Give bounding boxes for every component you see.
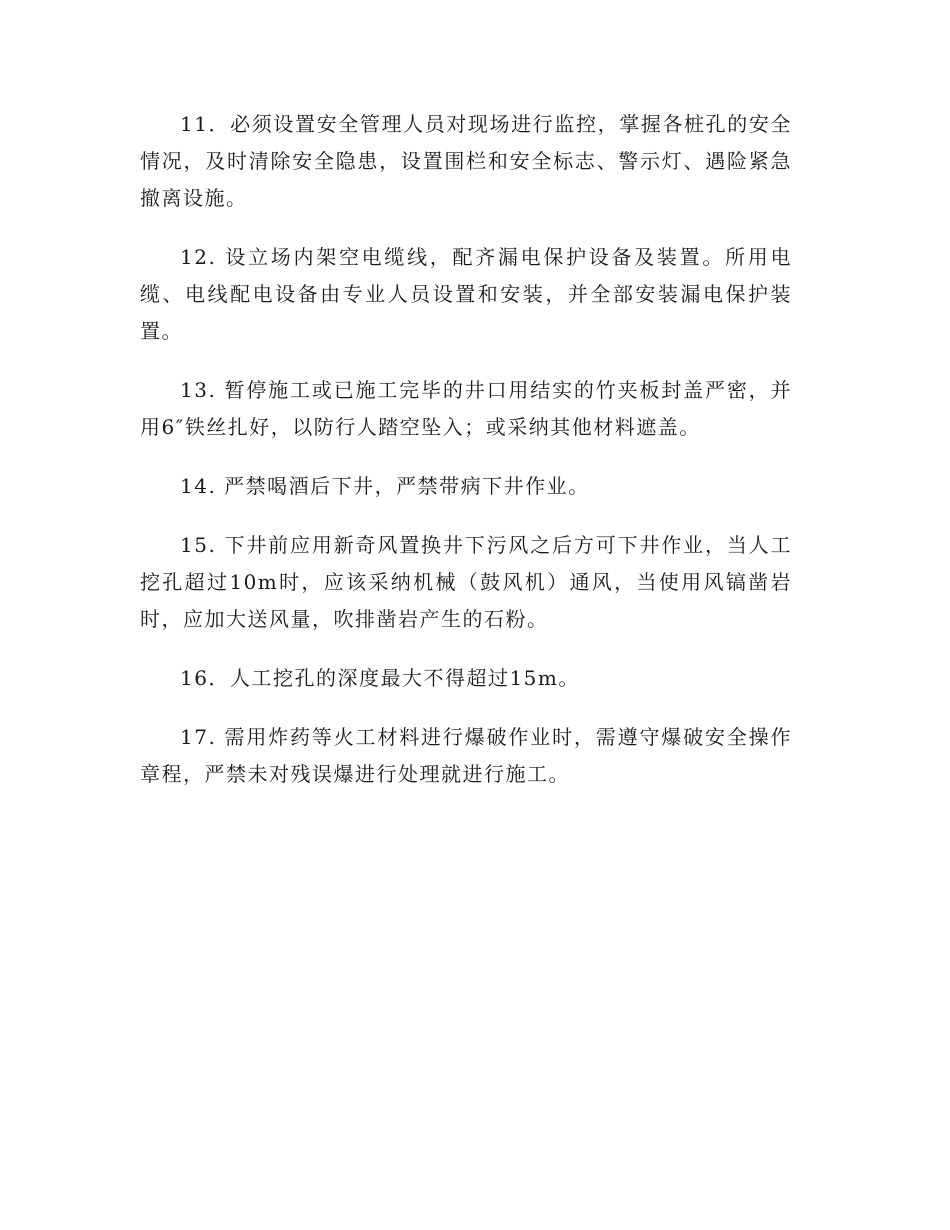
document-body (140, 106, 792, 815)
paragraph-item-11: 11．必须设置安全管理人员对现场进行监控，掌握各桩孔的安全情况，及时清除安全隐患，设置围栏和安全标志、警示灯、遇险紧急撤离设施。 (140, 112, 792, 210)
paragraph-item-16: 16．人工挖孔的深度最大不得超过15m。 (180, 666, 580, 690)
paragraph-item-14: 14. 严禁喝酒后下井，严禁带病下井作业。 (180, 474, 590, 498)
paragraph-item-17: 17. 需用炸药等火工材料进行爆破作业时，需遵守爆破安全操作章程，严禁未对残误爆进行处理就进行施工。 (140, 725, 792, 786)
paragraph-item-12: 12. 设立场内架空电缆线，配齐漏电保护设备及装置。所用电缆、电线配电设备由专业人员设置和安装，并全部安装漏电保护装置。 (140, 245, 792, 343)
paragraph-item-15: 15. 下井前应用新奇风置换井下污风之后方可下井作业，当人工挖孔超过10m时，应该采纳机械（鼓风机）通风，当使用风镐凿岩时，应加大送风量，吹排凿岩产生的石粉。 (140, 533, 792, 631)
paragraph-item-13: 13. 暂停施工或已施工完毕的井口用结实的竹夹板封盖严密，并用6″铁丝扎好，以防行人踏空坠入；或采纳其他材料遮盖。 (140, 378, 792, 439)
